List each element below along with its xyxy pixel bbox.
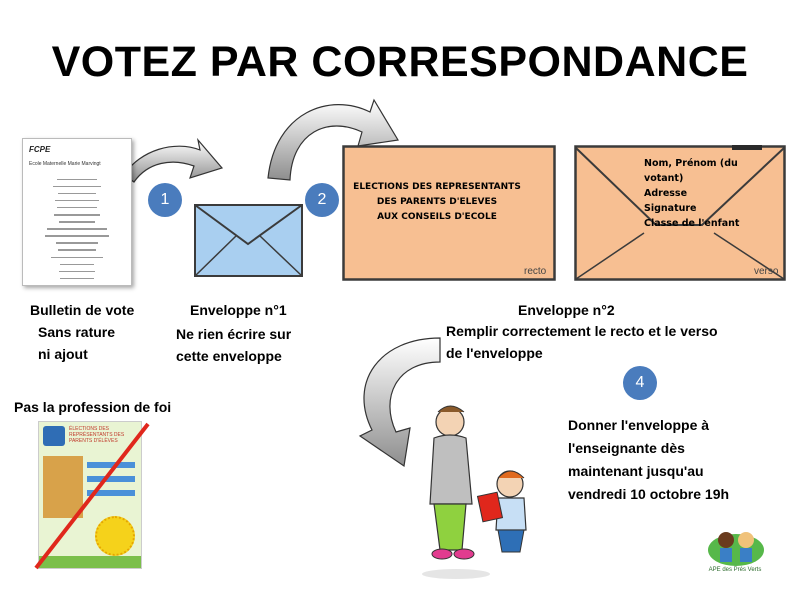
parent-child-illustration	[412, 398, 548, 584]
recto-label: recto	[524, 266, 547, 277]
ape-logo-icon	[706, 524, 766, 568]
arrow-1-icon	[124, 140, 222, 182]
step-4-text: Donner l'enveloppe à l'enseignante dès maintenant jusqu'au vendredi 10 octobre 19h	[568, 417, 730, 502]
verso-label: verso	[754, 266, 779, 277]
ballot-school: Ecole Maternelle Marie Marvingt	[29, 161, 101, 167]
profession-caption: Pas la profession de foi	[14, 399, 172, 415]
ballot-caption: Bulletin de vote	[30, 302, 135, 318]
poster-title: ÉLECTIONS DES REPRÉSENTANTS DES PARENTS D'ÉLÈVES	[69, 426, 125, 444]
ballot-note: Sans rature ni ajout	[38, 324, 116, 362]
envelope-1-icon	[194, 204, 304, 278]
page-title: VOTEZ PAR CORRESPONDANCE	[51, 38, 749, 86]
envelope-1-caption: Enveloppe n°1	[190, 302, 287, 318]
envelope-1-note: Ne rien écrire sur cette enveloppe	[176, 326, 292, 364]
envelope-2-recto-text: ELECTIONS DES REPRESENTANTS DES PARENTS D'ELEVES AUX CONSEILS D'ECOLE	[353, 182, 521, 222]
step-1-badge: 1	[148, 183, 182, 217]
envelope-2-verso-text: Nom, Prénom (du votant) Adresse Signature Classe de l'enfant	[644, 158, 740, 229]
step-2-badge: 2	[305, 183, 339, 217]
ballot-paper	[22, 138, 132, 286]
strike-through-icon	[30, 418, 156, 572]
envelope-2-caption: Enveloppe n°2	[518, 302, 615, 318]
step-4-badge: 4	[623, 366, 657, 400]
ape-logo-caption: APE des Prés Verts	[708, 567, 762, 573]
ballot-header: FCPE	[29, 145, 51, 154]
ballot-candidate-lines	[23, 173, 131, 279]
envelope-2-note: Remplir correctement le recto et le verso de l'enveloppe	[446, 323, 718, 361]
